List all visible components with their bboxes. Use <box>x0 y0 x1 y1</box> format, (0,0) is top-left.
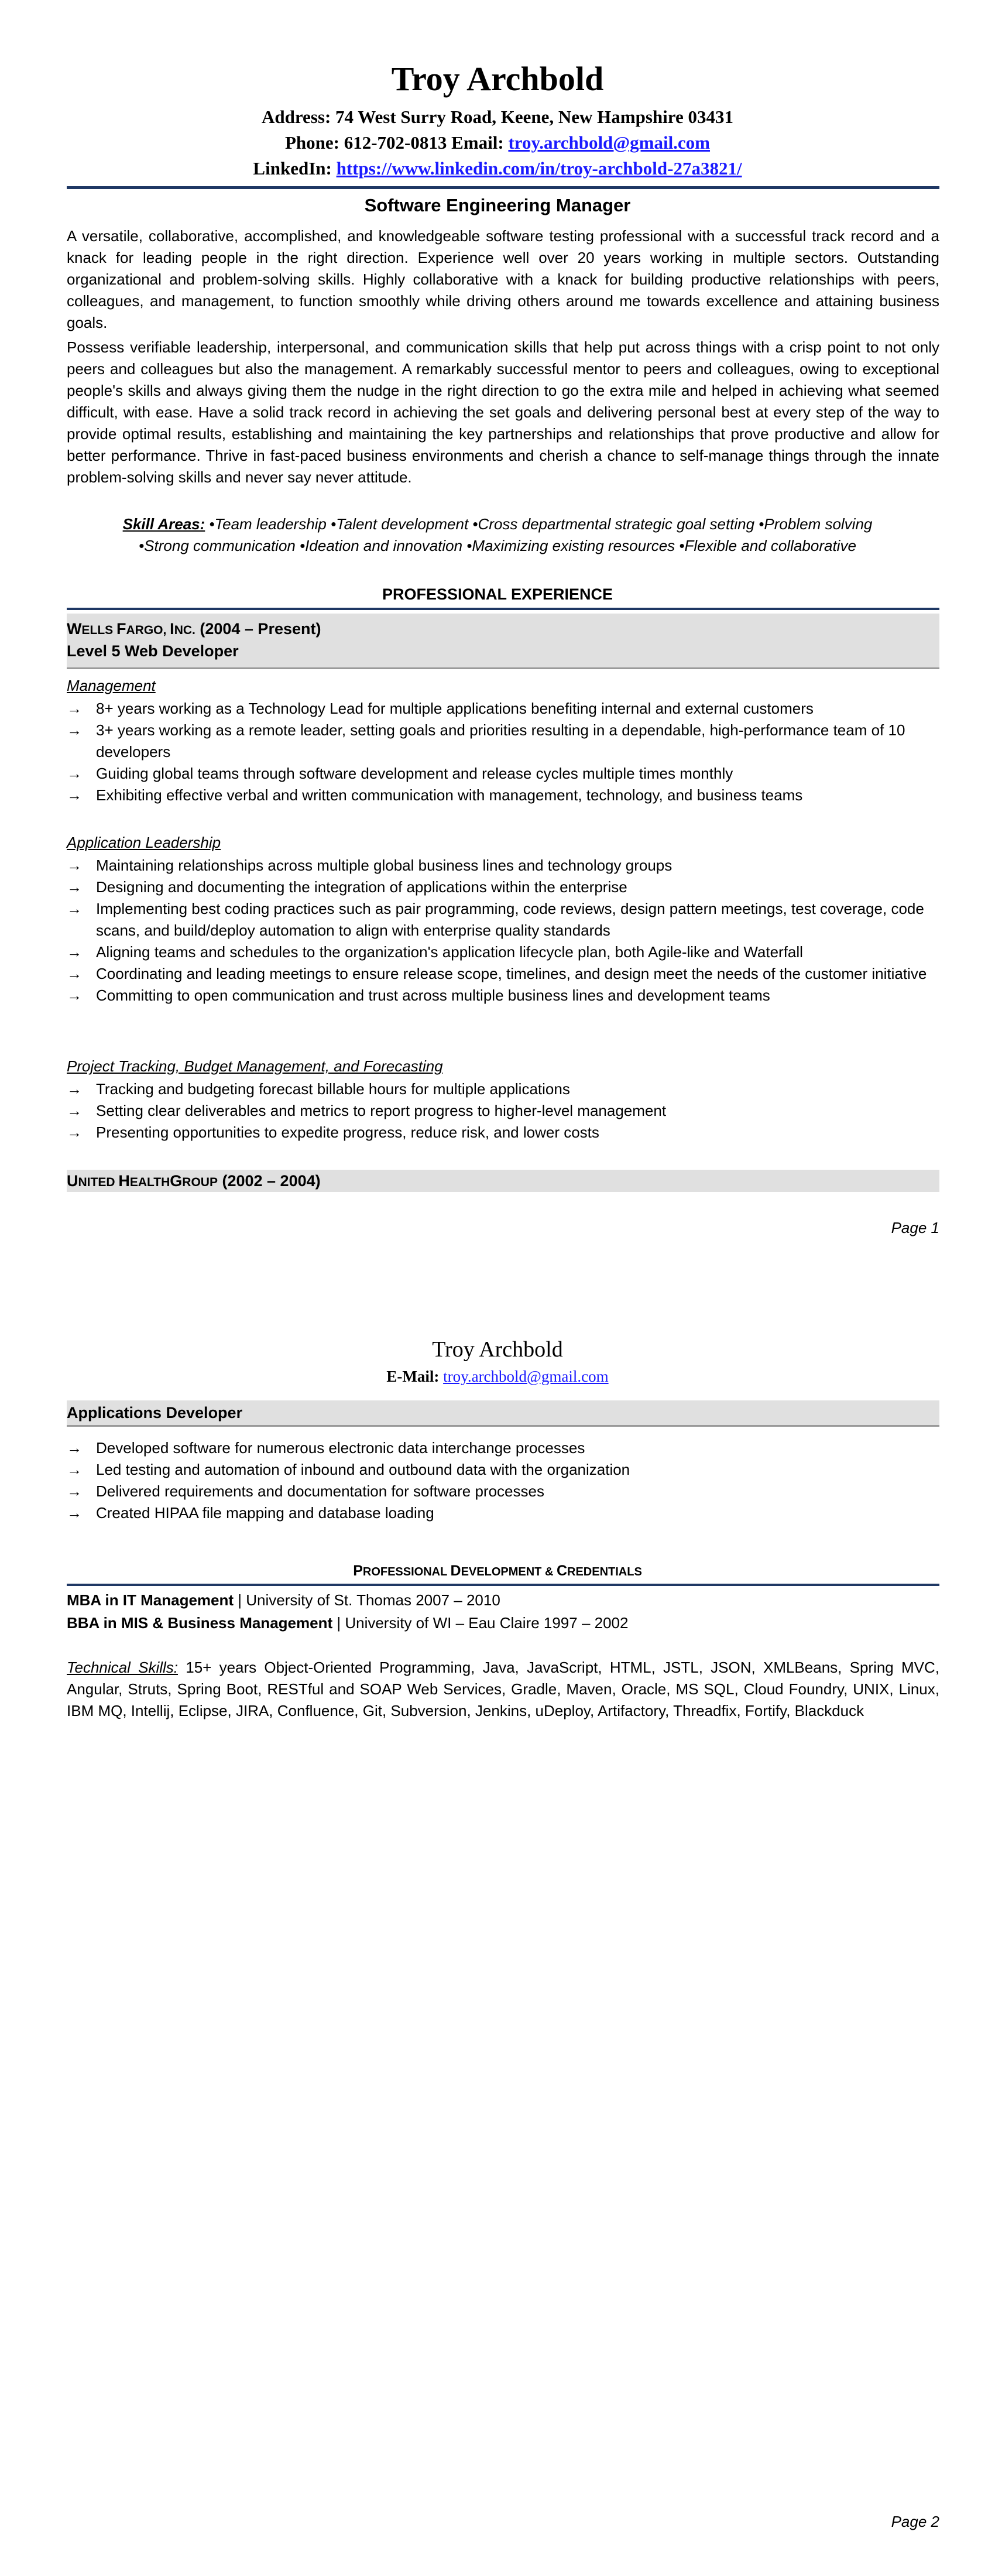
page2-email-line <box>0 1366 995 1386</box>
list-item: → Designing and documenting the integration of applications within the enterprise <box>67 876 939 898</box>
list-item: → Exhibiting effective verbal and written communication with management, technology, and business teams <box>67 785 939 806</box>
job1-dates: (2004 – Present) <box>195 620 321 638</box>
project-tracking-list <box>67 1078 939 1143</box>
job2-company: UNITED HEALTHGROUP (2002 – 2004) <box>67 1172 321 1190</box>
phone-label: Phone: <box>284 132 339 153</box>
list-item: → Presenting opportunities to expedite progress, reduce risk, and lower costs <box>67 1122 939 1143</box>
page2-email-link[interactable]: troy.archbold@gmail.com <box>443 1368 609 1385</box>
linkedin-label: LinkedIn: <box>253 158 332 179</box>
list-item: → Maintaining relationships across multiple global business lines and technology groups <box>67 855 939 876</box>
page2-name: Troy Archbold <box>432 1337 563 1362</box>
list-item: → Coordinating and leading meetings to ensure release scope, timelines, and design meet the needs of the customer initiative <box>67 963 939 985</box>
header-divider <box>67 186 939 189</box>
phone-value: 612-702-0813 <box>344 132 447 153</box>
credentials-divider <box>67 1584 939 1586</box>
phone-email-line <box>0 131 995 155</box>
skill-areas <box>0 513 995 557</box>
management-list <box>67 698 939 806</box>
experience-divider <box>67 608 939 610</box>
linkedin-line <box>0 157 995 180</box>
list-item: → Setting clear deliverables and metrics to report progress to higher-level management <box>67 1100 939 1122</box>
summary-paragraph-2: Possess verifiable leadership, interpersonal, and communication skills that help put across things with a crisp point to not only peers and colleagues but also the management. A remarkably successful mentor to peers and colleagues, owing to exceptional people's skills and always giving them the nudge in the right direction to go the extra mile and helped in achieving what seemed difficult, with ease. Have a solid track record in achieving the set goals and delivering personal best at every step of the way to provide optimal results, establishing and maintaining the key partnerships and relationships that prove productive and allow for better performance. Thrive in fast-paced business environments and cherish a chance to self-manage things through the innate problem-solving skills and never say never attitude. <box>67 338 939 486</box>
app-leadership-list <box>67 855 939 1006</box>
job2-role: Applications Developer <box>67 1404 243 1421</box>
technical-skills-label: Technical Skills: <box>67 1659 179 1676</box>
list-item: → Implementing best coding practices such as pair programming, code reviews, design pattern meetings, test coverage, code scans, and build/deploy automation to align with enterprise quality standards <box>67 898 939 941</box>
skill-list-1: •Team leadership •Talent development •Cross departmental strategic goal setting •Problem solving <box>209 515 873 533</box>
address-value: 74 West Surry Road, Keene, New Hampshire 03431 <box>335 107 733 127</box>
summary-paragraph-1: A versatile, collaborative, accomplished, and knowledgeable software testing professional with a successful track record and a knack for leading people in the right direction. Experience well over 20 years working in multiple sectors. Outstanding organizational and problem-solving skills. Highly collaborative with a knack for building productive relationships with peers, colleagues, and management, to function smoothly while driving others around me towards excellence and attaining business goals. <box>67 227 939 331</box>
page-number-2: Page 2 <box>891 2513 939 2530</box>
email-link[interactable]: troy.archbold@gmail.com <box>508 132 711 153</box>
list-item: → 8+ years working as a Technology Lead for multiple applications benefiting internal and external customers <box>67 698 939 720</box>
list-item: → Guiding global teams through software development and release cycles multiple times monthly <box>67 763 939 785</box>
page-number-1: Page 1 <box>891 1219 939 1236</box>
email-label: Email: <box>451 132 504 153</box>
list-item: → Developed software for numerous electronic data interchange processes <box>67 1437 939 1459</box>
job2-list <box>67 1437 939 1524</box>
skill-areas-label: Skill Areas: <box>122 515 205 533</box>
job1-band-rule <box>67 667 939 669</box>
address-line <box>0 105 995 129</box>
linkedin-link[interactable]: https://www.linkedin.com/in/troy-archbold-27a3821/ <box>336 158 742 179</box>
experience-heading: PROFESSIONAL EXPERIENCE <box>382 585 613 603</box>
skill-line-1 <box>0 513 995 535</box>
list-item: → Committing to open communication and trust across multiple business lines and development teams <box>67 985 939 1006</box>
job2-band-rule <box>67 1425 939 1427</box>
section-project-tracking-title: Project Tracking, Budget Management, and Forecasting <box>67 1057 443 1075</box>
list-item: → Created HIPAA file mapping and database loading <box>67 1502 939 1524</box>
section-management-title: Management <box>67 677 156 694</box>
address-label: Address: <box>261 107 331 127</box>
job1-role: Level 5 Web Developer <box>67 642 239 660</box>
list-item: → Tracking and budgeting forecast billable hours for multiple applications <box>67 1078 939 1100</box>
candidate-name: Troy Archbold <box>391 60 604 98</box>
section-app-leadership-title: Application Leadership <box>67 834 221 851</box>
technical-skills <box>67 1657 939 1722</box>
technical-skills-text: 15+ years Object-Oriented Programming, Java, JavaScript, HTML, JSTL, JSON, XMLBeans, Spring MVC, Angular, Struts, Spring Boot, RESTful and SOAP Web Services, Gradle, Maven, Oracle, MS SQL, Cloud Foundry, UNIX, Linux, IBM MQ, Intellij, Eclipse, JIRA, Confluence, Git, Subversion, Jenkins, uDeploy, Artifactory, Threadfix, Fortify, Blackduck <box>67 1659 939 1719</box>
job1-company: WELLS FARGO, INC. (2004 – Present) <box>67 620 321 638</box>
page2-email-label: E-Mail: <box>386 1368 440 1385</box>
skill-list-2: •Strong communication •Ideation and innovation •Maximizing existing resources •Flexible and collaborative <box>139 537 856 554</box>
job-title: Software Engineering Manager <box>364 195 631 215</box>
list-item: → Delivered requirements and documentation for software processes <box>67 1481 939 1502</box>
credentials-heading: PROFESSIONAL DEVELOPMENT & CREDENTIALS <box>353 1563 642 1579</box>
degree-mba: MBA in IT Management | University of St. Thomas 2007 – 2010 <box>67 1591 500 1609</box>
degree-bba: BBA in MIS & Business Management | University of WI – Eau Claire 1997 – 2002 <box>67 1614 629 1632</box>
list-item: → Aligning teams and schedules to the organization's application lifecycle plan, both Agile-like and Waterfall <box>67 941 939 963</box>
job2-dates: (2002 – 2004) <box>217 1172 321 1190</box>
list-item: → Led testing and automation of inbound and outbound data with the organization <box>67 1459 939 1481</box>
list-item: → 3+ years working as a remote leader, setting goals and priorities resulting in a dependable, high-performance team of 10 developers <box>67 720 939 763</box>
